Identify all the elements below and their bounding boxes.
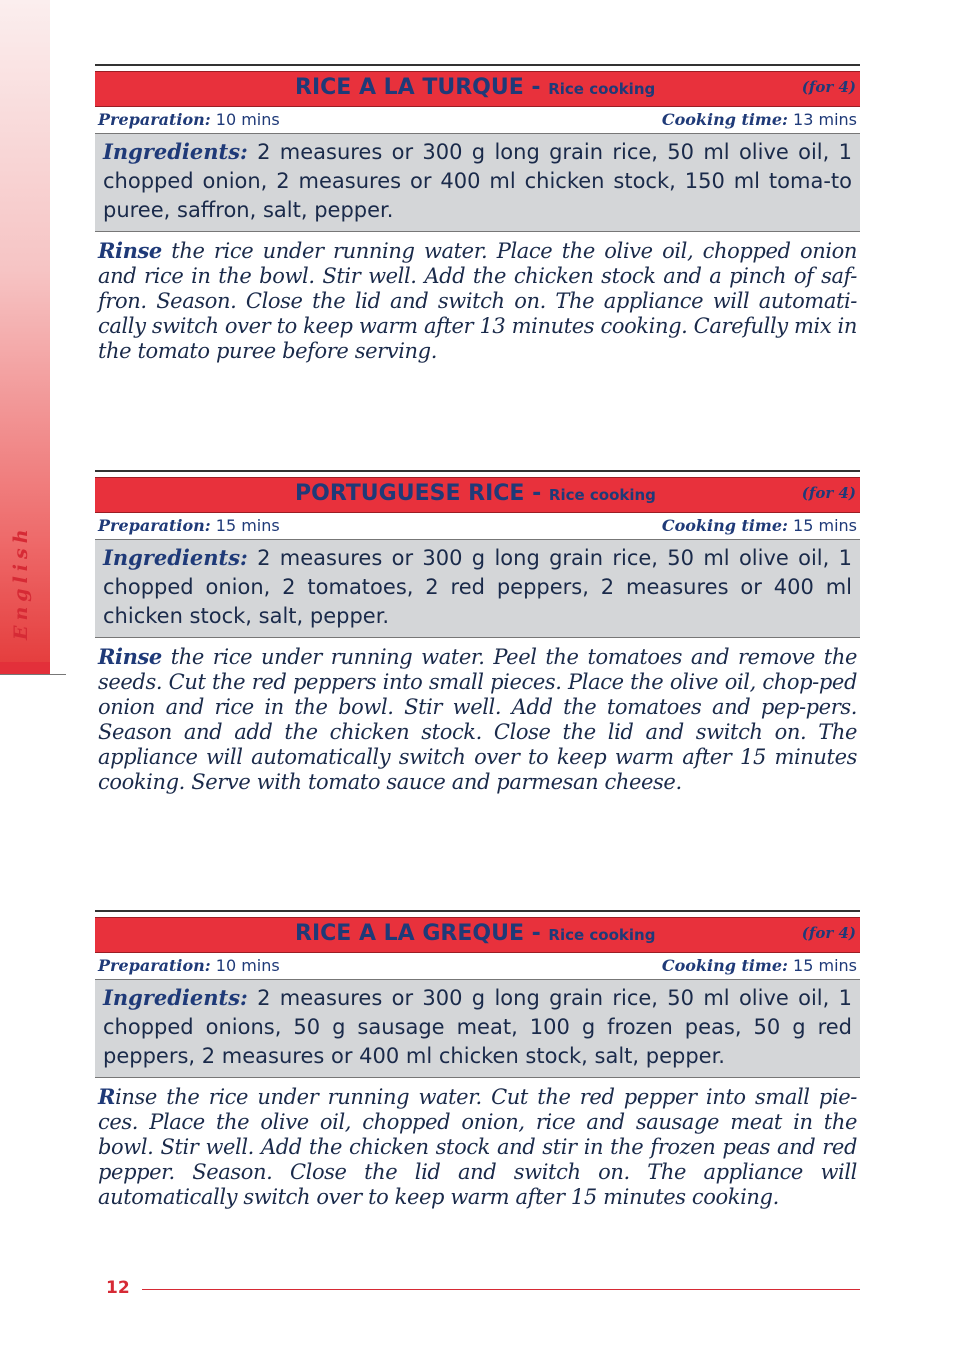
method-lead: R	[98, 1084, 116, 1109]
footer-rule	[142, 1289, 860, 1290]
preparation-info	[98, 516, 280, 536]
side-tick-rule	[0, 674, 66, 675]
recipe-meta-row	[95, 107, 860, 133]
cooking-info	[662, 516, 857, 536]
ingredients-label: Ingredients:	[103, 545, 248, 570]
recipe-rice-a-la-turque	[95, 64, 860, 364]
cooking-info	[662, 110, 857, 130]
recipe-top-rule	[95, 910, 860, 912]
recipe-serves: (for 4)	[801, 924, 856, 942]
method-lead: Rinse	[98, 238, 162, 263]
method-text-block	[95, 1078, 860, 1210]
page-number: 12	[106, 1278, 130, 1298]
recipe-title-bar	[95, 71, 860, 107]
cooking-info	[662, 956, 857, 976]
cooking-label: Cooking time:	[661, 956, 788, 975]
ingredients-text: 2 measures or 300 g long grain rice, 50 ml olive oil, 1 chopped onions, 50 g sausage meat, 100 g frozen peas, 50 g red peppers, 2 measures or 400 ml chicken stock, salt, pepper.	[103, 986, 852, 1068]
preparation-value: 15 mins	[210, 516, 280, 535]
recipe-title	[295, 481, 656, 506]
recipe-title-sub: Rice cooking	[548, 926, 656, 944]
preparation-label: Preparation:	[98, 110, 211, 129]
ingredients-label: Ingredients:	[103, 985, 248, 1010]
preparation-label: Preparation:	[98, 516, 211, 535]
recipe-title-bar	[95, 477, 860, 513]
recipe-title	[295, 75, 655, 100]
method-text-block	[95, 638, 860, 795]
preparation-info	[98, 956, 280, 976]
method-lead: Rinse	[98, 644, 162, 669]
method-text: inse the rice under running water. Cut the red pepper into small pie-ces. Place the olive oil, chopped onion, rice and sausage meat in the bowl. Stir well. Add the chicken stock and stir in the frozen peas and red pepper. Season. Close the lid and switch on. The appliance will automatically switch over to keep warm after 15 minutes cooking.	[98, 1085, 857, 1209]
method-text: the rice under running water. Place the olive oil, chopped onion and rice in the bowl. Stir well. Add the chicken stock and a pinch of saf-fron. Season. Close the lid and switch on. The appliance will automati-cally switch over to keep warm after 13 minutes cooking. Carefully mix in the tomato puree before serving.	[98, 239, 857, 363]
recipe-title-main: RICE A LA TURQUE -	[295, 75, 549, 100]
language-tab-label: English	[10, 524, 32, 640]
ingredients-box	[95, 539, 860, 638]
preparation-value: 10 mins	[210, 956, 280, 975]
recipe-title-main: PORTUGUESE RICE -	[295, 481, 549, 506]
ingredients-box	[95, 133, 860, 232]
recipe-portuguese-rice	[95, 470, 860, 795]
cooking-value: 15 mins	[787, 956, 857, 975]
cooking-value: 15 mins	[787, 516, 857, 535]
cooking-label: Cooking time:	[661, 110, 788, 129]
preparation-value: 10 mins	[210, 110, 280, 129]
cooking-label: Cooking time:	[661, 516, 788, 535]
recipe-rice-a-la-greque	[95, 910, 860, 1210]
ingredients-label: Ingredients:	[103, 139, 248, 164]
recipe-meta-row	[95, 953, 860, 979]
method-text: the rice under running water. Peel the tomatoes and remove the seeds. Cut the red peppers into small pieces. Place the olive oil, chop-ped onion and rice in the bowl. Stir well. Add the tomatoes and pep-pers. Season and add the chicken stock. Close the lid and switch on. The appliance will automatically switch over to keep warm after 15 minutes cooking. Serve with tomato sauce and parmesan cheese.	[98, 645, 857, 794]
recipe-title-sub: Rice cooking	[548, 486, 656, 504]
recipe-meta-row	[95, 513, 860, 539]
recipe-top-rule	[95, 470, 860, 472]
cooking-value: 13 mins	[787, 110, 857, 129]
ingredients-box	[95, 979, 860, 1078]
recipe-title-main: RICE A LA GREQUE -	[295, 921, 549, 946]
ingredients-text: 2 measures or 300 g long grain rice, 50 ml olive oil, 1 chopped onion, 2 tomatoes, 2 red peppers, 2 measures or 400 ml chicken stock, salt, pepper.	[103, 546, 852, 628]
recipe-serves: (for 4)	[801, 484, 856, 502]
preparation-label: Preparation:	[98, 956, 211, 975]
recipe-serves: (for 4)	[801, 78, 856, 96]
recipe-top-rule	[95, 64, 860, 66]
recipe-title-sub: Rice cooking	[548, 80, 656, 98]
recipe-title-bar	[95, 917, 860, 953]
preparation-info	[98, 110, 280, 130]
recipe-title	[295, 921, 655, 946]
method-text-block	[95, 232, 860, 364]
ingredients-text: 2 measures or 300 g long grain rice, 50 ml olive oil, 1 chopped onion, 2 measures or 400 ml chicken stock, 150 ml toma-to puree, saffron, salt, pepper.	[103, 140, 852, 222]
